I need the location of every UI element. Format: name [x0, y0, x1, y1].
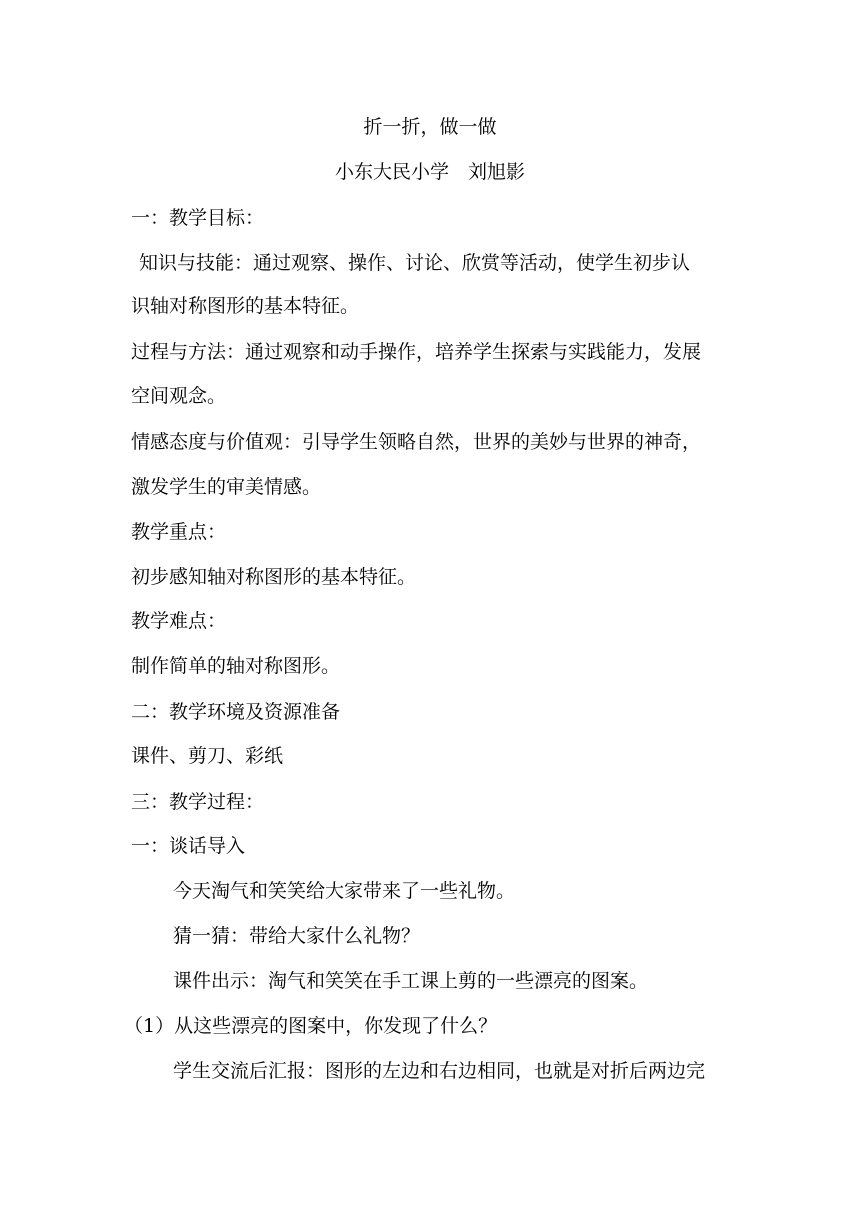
intro-paragraph-1: 今天淘气和笑笑给大家带来了一些礼物。 [173, 880, 516, 902]
key-point-text: 初步感知轴对称图形的基本特征。 [131, 566, 417, 588]
process-method-line-1: 过程与方法：通过观察和动手操作，培养学生探索与实践能力，发展 [131, 341, 702, 363]
intro-heading: 一：谈话导入 [131, 835, 246, 857]
environment-text: 课件、剪刀、彩纸 [131, 745, 284, 767]
emotion-values-line-1: 情感态度与价值观：引导学生领略自然，世界的美妙与世界的神奇， [131, 431, 702, 453]
goals-heading: 一：教学目标： [131, 207, 265, 229]
knowledge-skills-line-2: 识轴对称图形的基本特征。 [131, 295, 360, 317]
emotion-values-line-2: 激发学生的审美情感。 [131, 476, 322, 498]
author-line: 小东大民小学 刘旭影 [334, 161, 525, 183]
knowledge-skills-line-1: 知识与技能：通过观察、操作、讨论、欣赏等活动，使学生初步认 [139, 252, 691, 274]
question-1: （1）从这些漂亮的图案中，你发现了什么？ [124, 1015, 498, 1037]
environment-heading: 二：教学环境及资源准备 [131, 701, 341, 723]
teaching-process-heading: 三：教学过程： [131, 791, 265, 813]
document-title: 折一折，做一做 [363, 116, 497, 138]
difficulty-text: 制作简单的轴对称图形。 [131, 655, 341, 677]
key-point-heading: 教学重点： [131, 521, 227, 543]
answer-1: 学生交流后汇报：图形的左边和右边相同，也就是对折后两边完 [173, 1060, 706, 1082]
intro-paragraph-3: 课件出示：淘气和笑笑在手工课上剪的一些漂亮的图案。 [173, 970, 649, 992]
process-method-line-2: 空间观念。 [131, 385, 227, 407]
intro-paragraph-2: 猜一猜：带给大家什么礼物？ [173, 925, 421, 947]
difficulty-heading: 教学难点： [131, 610, 227, 632]
